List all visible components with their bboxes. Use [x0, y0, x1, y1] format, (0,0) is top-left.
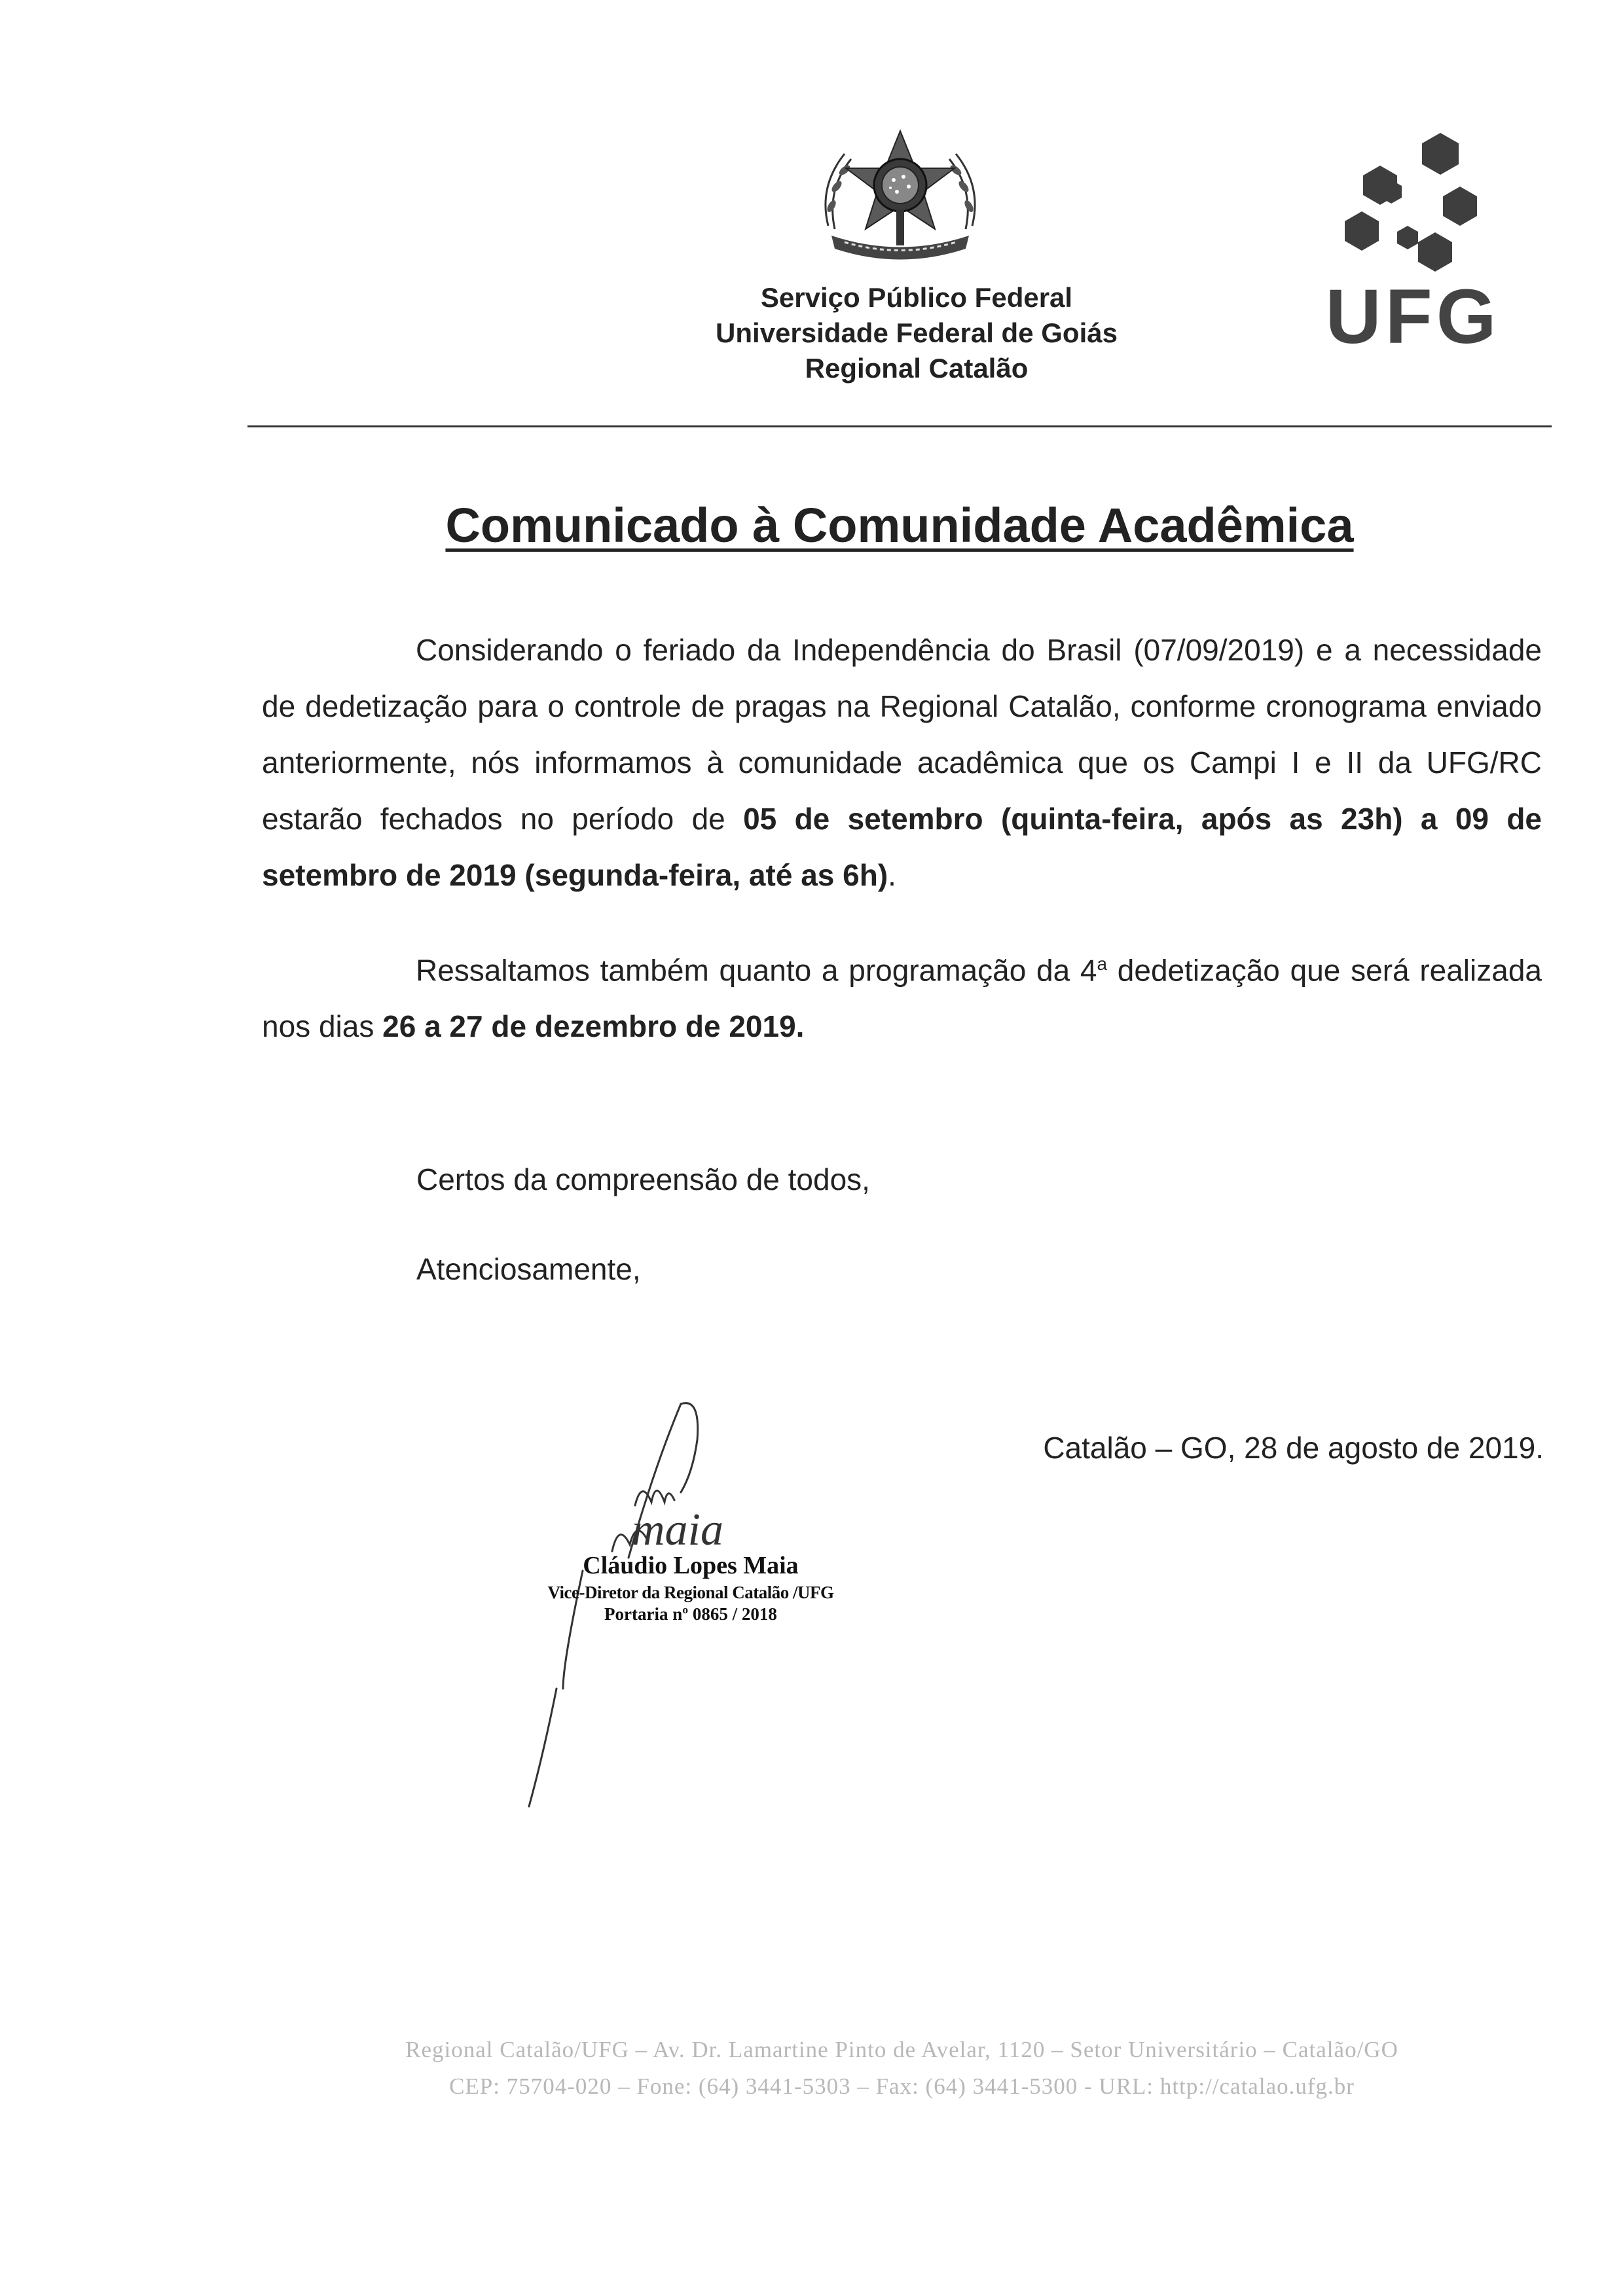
signature-stamp [504, 1551, 877, 1624]
ufg-brand-text: UFG [1325, 274, 1501, 360]
paragraph-closure-notice [262, 622, 1542, 903]
paragraph1-bold-period: 05 de setembro (quinta-feira, após as 23h) a 09 de setembro de 2019 (segunda-feira, até as 6h) [262, 802, 1542, 892]
footer-address: Regional Catalão/UFG – Av. Dr. Lamartine Pinto de Avelar, 1120 – Setor Universitário – Catalão/GO [405, 2037, 1398, 2062]
coat-of-arms-brazil-icon [805, 128, 995, 278]
signature-script: maia [632, 1505, 723, 1555]
paragraph2-bold-dates: 26 a 27 de dezembro de 2019. [382, 1009, 805, 1044]
header-divider [247, 425, 1552, 427]
closing-line-2: Atenciosamente, [416, 1252, 641, 1286]
paragraph2-ordinal: a [1097, 954, 1108, 974]
header-line-regional: Regional Catalão [805, 353, 1029, 384]
paragraph2-text-a: Ressaltamos também quanto a programação da 4 [416, 953, 1097, 988]
ufg-hexagon-logo-icon [1309, 128, 1506, 285]
footer-contact: CEP: 75704-020 – Fone: (64) 3441-5303 – Fax: (64) 3441-5300 - URL: http://catalao.ufg.br [449, 2073, 1355, 2099]
header-line-university: Universidade Federal de Goiás [716, 317, 1118, 348]
closing-line-1: Certos da compreensão de todos, [416, 1162, 870, 1196]
institution-header [668, 280, 1165, 386]
dateline: Catalão – GO, 28 de agosto de 2019. [1043, 1431, 1544, 1465]
paragraph2-text-b: dedetização que será realizada nos dias [262, 953, 1542, 1044]
stamp-portaria: Portaria nº 0865 / 2018 [604, 1604, 777, 1624]
stamp-role: Vice-Diretor da Regional Catalão /UFG [547, 1583, 834, 1602]
paragraph1-end: . [888, 858, 896, 892]
paragraph-fumigation-schedule [262, 936, 1542, 1054]
paragraph1-text: Considerando o feriado da Independência do Brasil (07/09/2019) e a necessidade de dedetização para o controle de pragas na Regional Catalão, conforme cronograma enviado anteriormente, nós informamos à comunidade acadêmica que os Campi I e II da UFG/RC estarão fechados no período de [262, 633, 1542, 836]
stamp-name: Cláudio Lopes Maia [583, 1552, 799, 1579]
header-line-service: Serviço Público Federal [760, 282, 1073, 313]
page-title: Comunicado à Comunidade Acadêmica [445, 498, 1354, 552]
